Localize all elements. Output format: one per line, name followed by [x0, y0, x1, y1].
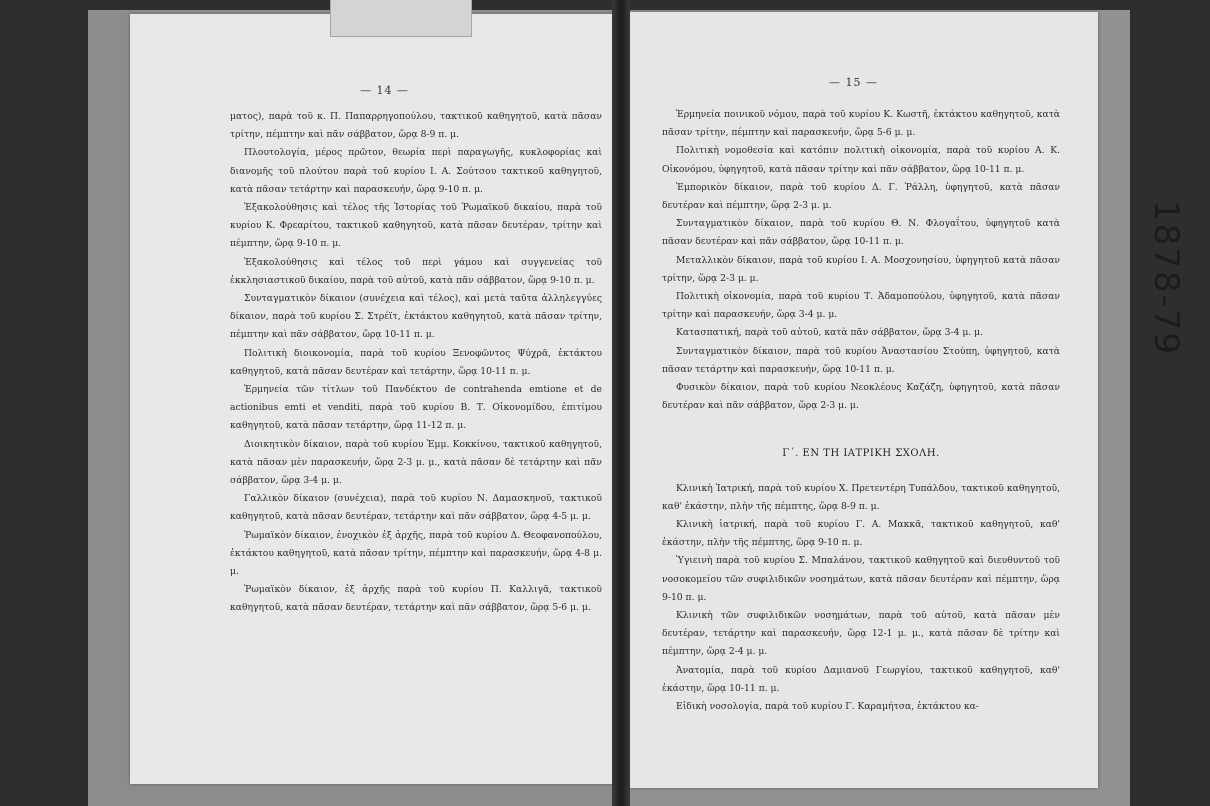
right-page-text — [662, 106, 1060, 716]
margin-note-text: 1878-79 — [1146, 200, 1186, 357]
paragraph: Κλινικὴ Ἰατρική, παρὰ τοῦ κυρίου Χ. Πρετεντέρη Τυπάλδου, τακτικοῦ καθηγητοῦ, καθ' ἑκάστην, πλὴν τῆς πέμπτης, ὥρᾳ 8-9 π. μ. — [662, 482, 1060, 512]
paragraph: Ἐμπορικὸν δίκαιον, παρὰ τοῦ κυρίου Δ. Γ. Ῥάλλη, ὑφηγητοῦ, κατὰ πᾶσαν δευτέραν καὶ πέμπτην, ὥρᾳ 2-3 μ. μ. — [662, 181, 1060, 212]
paragraph: Ἐξακολούθησις καὶ τέλος τῆς Ἱστορίας τοῦ Ῥωμαϊκοῦ δικαίου, παρὰ τοῦ κυρίου Κ. Φρεαρίτου, τακτικοῦ καθηγητοῦ, κατὰ πᾶσαν δευτέραν, τρίτην καὶ πέμπτην, ὥρᾳ 9-10 π. μ. — [230, 202, 602, 250]
paragraph: Εἰδικὴ νοσολογία, παρὰ τοῦ κυρίου Γ. Καραμήτσα, ἐκτάκτου κα- — [676, 701, 979, 713]
page-number-right: — 15 — — [829, 76, 878, 89]
right-page — [624, 12, 1098, 788]
book-gutter — [612, 0, 630, 806]
paragraph: Ἑρμηνεία ποινικοῦ νόμου, παρὰ τοῦ κυρίου Κ. Κωστῆ, ἐκτάκτου καθηγητοῦ, κατὰ πᾶσαν τρίτην, πέμπτην καὶ παρασκευήν, ὥρᾳ 5-6 μ. μ. — [662, 109, 1060, 139]
paragraph: Ἐξακολούθησις καὶ τέλος τοῦ περὶ γάμου καὶ συγγενείας τοῦ ἐκκλησιαστικοῦ δικαίου, παρὰ τοῦ αὐτοῦ, κατὰ πᾶν σάββατον, ὥρᾳ 9-10 π. μ. — [230, 256, 602, 286]
paragraph: Γαλλικὸν δίκαιον (συνέχεια), παρὰ τοῦ κυρίου Ν. Δαμασκηνοῦ, τακτικοῦ καθηγητοῦ, κατὰ πᾶσαν δευτέραν, τετάρτην καὶ πᾶν σάββατον, ὥρᾳ 4-5 μ. μ. — [230, 493, 602, 523]
page-number-left: — 14 — — [360, 84, 409, 97]
paragraph: Φυσικὸν δίκαιον, παρὰ τοῦ κυρίου Νεοκλέους Καζάζη, ὑφηγητοῦ, κατὰ πᾶσαν δευτέραν καὶ πᾶν σάββατον, ὥρᾳ 2-3 μ. μ. — [662, 382, 1060, 412]
paragraph: Κλινικὴ τῶν συφιλιδικῶν νοσημάτων, παρὰ τοῦ αὐτοῦ, κατὰ πᾶσαν μὲν δευτέραν, τετάρτην καὶ παρασκευήν, ὥρᾳ 12-1 μ. μ., κατὰ πᾶσαν δὲ τρίτην καὶ πέμπτην, ὥρᾳ 2-4 μ. μ. — [662, 610, 1060, 658]
paragraph: Ὑγιεινὴ παρὰ τοῦ κυρίου Σ. Μπαλάνου, τακτικοῦ καθηγητοῦ καὶ διευθυντοῦ τοῦ νοσοκομείου τῶν συφιλιδικῶν νοσημάτων, κατὰ πᾶσαν δευτέραν καὶ πέμπτην, ὥρᾳ 9-10 π. μ. — [662, 555, 1060, 603]
paragraph: Διοικητικὸν δίκαιον, παρὰ τοῦ κυρίου Ἐμμ. Κοκκίνου, τακτικοῦ καθηγητοῦ, κατὰ πᾶσαν μὲν παρασκευήν, ὥρᾳ 2-3 μ. μ., κατὰ πᾶσαν δὲ τετάρτην καὶ πᾶν σάββατον, ὥρᾳ 3-4 μ. μ. — [230, 438, 602, 487]
paragraph: Πλουτολογία, μέρος πρῶτον, θεωρία περὶ παραγωγῆς, κυκλοφορίας καὶ διανομῆς τοῦ πλούτου παρὰ τοῦ κυρίου Ι. Α. Σούτσου τακτικοῦ καθηγητοῦ, κατὰ πᾶσαν τετάρτην καὶ παρασκευήν, ὥρᾳ 9-10 π. μ. — [230, 147, 602, 195]
paragraph: Κλινικὴ ἰατρική, παρὰ τοῦ κυρίου Γ. Α. Μακκᾶ, τακτικοῦ καθηγητοῦ, καθ' ἑκάστην, πλὴν τῆς πέμπτης, ὥρᾳ 9-10 π. μ. — [662, 519, 1060, 549]
left-page — [130, 14, 620, 784]
section-heading: Γ΄. ΕΝ ΤΗ ΙΑΤΡΙΚΗ ΣΧΟΛΗ. — [782, 448, 940, 460]
paragraph: Συνταγματικὸν δίκαιον (συνέχεια καὶ τέλος), καὶ μετὰ ταῦτα ἀλληλεγγύες δίκαιον, παρὰ τοῦ κυρίου Σ. Στρέϊτ, ἐκτάκτου καθηγητοῦ, κατὰ πᾶσαν τρίτην, πέμπτην καὶ πᾶν σάββατον, ὥρᾳ 10-11 π. μ. — [230, 293, 602, 341]
paragraph: Πολιτικὴ οἰκονομία, παρὰ τοῦ κυρίου Τ. Ἀδαμοπούλου, ὑφηγητοῦ, κατὰ πᾶσαν τρίτην καὶ παρασκευήν, ὥρᾳ 3-4 μ. μ. — [662, 291, 1060, 321]
paragraph: Πολιτικὴ διοικονομία, παρὰ τοῦ κυρίου Ξενοφῶντος Ψύχρᾶ, ἐκτάκτου καθηγητοῦ, κατὰ πᾶσαν δευτέραν καὶ τετάρτην, ὥρᾳ 10-11 π. μ. — [230, 347, 602, 377]
paragraph: Ἀνατομία, παρὰ τοῦ κυρίου Δαμιανοῦ Γεωργίου, τακτικοῦ καθηγητοῦ, καθ' ἑκάστην, ὥρᾳ 10-11 π. μ. — [662, 664, 1060, 694]
paragraph: Συνταγματικὸν δίκαιον, παρὰ τοῦ κυρίου Θ. Ν. Φλογαΐτου, ὑφηγητοῦ κατὰ πᾶσαν δευτέραν καὶ πᾶν σάββατον, ὥρᾳ 10-11 π. μ. — [662, 218, 1060, 248]
paragraph: Ἑρμηνεία τῶν τίτλων τοῦ Πανδέκτου de contrahenda emtione et de actionibus emti et venditi, παρὰ τοῦ κυρίου Β. Τ. Οἰκονομίδου, ἐπιτίμου καθηγητοῦ, κατὰ πᾶσαν τετάρτην, ὥρᾳ 11-12 π. μ. — [230, 384, 602, 432]
paragraph: Ῥωμαϊκὸν δίκαιον, ἐνοχικὸν ἐξ ἀρχῆς, παρὰ τοῦ κυρίου Δ. Θεοφανοπούλου, ἐκτάκτου καθηγητοῦ, κατὰ πᾶσαν τρίτην, πέμπτην καὶ παρασκευήν, ὥρᾳ 4-8 μ. μ. — [230, 529, 602, 578]
paragraph: Κατασπατική, παρὰ τοῦ αὐτοῦ, κατὰ πᾶν σάββατον, ὥρᾳ 3-4 μ. μ. — [676, 327, 984, 339]
paragraph: Μεταλλικὸν δίκαιον, παρὰ τοῦ κυρίου Ι. Α. Μοσχονησίου, ὑφηγητοῦ κατὰ πᾶσαν τρίτην, ὥρᾳ 2-3 μ. μ. — [662, 254, 1060, 284]
paragraph: ματος), παρὰ τοῦ κ. Π. Παπαρρηγοπούλου, τακτικοῦ καθηγητοῦ, κατὰ πᾶσαν τρίτην, πέμπτην καὶ πᾶν σάββατον, ὥρᾳ 8-9 π. μ. — [230, 111, 602, 141]
paragraph: Ῥωμαϊκὸν δίκαιον, ἐξ ἀρχῆς παρὰ τοῦ κυρίου Π. Καλλιγᾶ, τακτικοῦ καθηγητοῦ, κατὰ πᾶσαν δευτέραν, τετάρτην καὶ πᾶν σάββατον, ὥρᾳ 5-6 μ. μ. — [230, 584, 602, 614]
margin-handwritten-note — [1146, 200, 1190, 420]
left-page-text — [230, 108, 602, 618]
paragraph: Πολιτικὴ νομοθεσία καὶ κατόπιν πολιτικὴ οἰκονομία, παρὰ τοῦ κυρίου Α. Κ. Οἰκονόμου, ὑφηγητοῦ, κατὰ πᾶσαν τρίτην καὶ πᾶν σάββατον, ὥρᾳ 10-11 π. μ. — [662, 145, 1060, 175]
page-tab — [330, 0, 472, 37]
paragraph: Συνταγματικὸν δίκαιον, παρὰ τοῦ κυρίου Ἀναστασίου Στούπη, ὑφηγητοῦ, κατὰ πᾶσαν τετάρτην καὶ παρασκευήν, ὥρᾳ 10-11 π. μ. — [662, 345, 1060, 375]
